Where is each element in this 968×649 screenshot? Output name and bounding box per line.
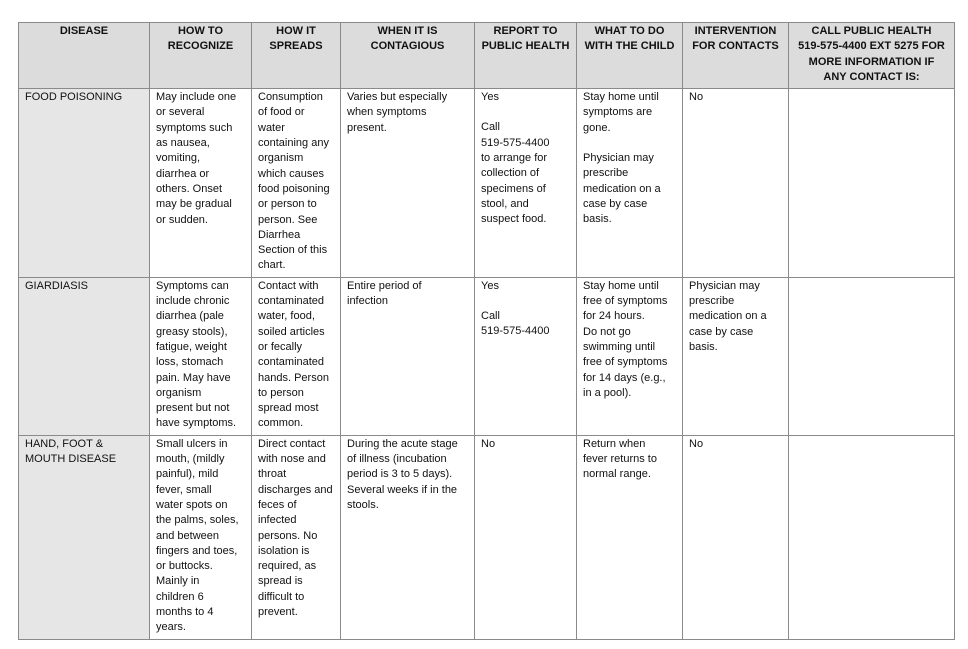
header-when-contagious: WHEN IT IS CONTAGIOUS bbox=[341, 23, 475, 89]
header-row bbox=[19, 23, 955, 89]
table-row bbox=[19, 277, 955, 435]
how-to-recognize-cell: May include one or several symptoms such as nausea, vomiting, diarrhea or others. Onset may be gradual or sudden. bbox=[150, 89, 252, 278]
header-call-public-health: CALL PUBLIC HEALTH 519-575-4400 EXT 5275 FOR MORE INFORMATION IF ANY CONTACT IS: bbox=[789, 23, 955, 89]
when-contagious-cell: Entire period of infection bbox=[341, 277, 475, 435]
intervention-for-contacts-cell: No bbox=[683, 435, 789, 639]
header-intervention-for-contacts: INTERVENTION FOR CONTACTS bbox=[683, 23, 789, 89]
header-how-to-recognize: HOW TO RECOGNIZE bbox=[150, 23, 252, 89]
intervention-for-contacts-cell: No bbox=[683, 89, 789, 278]
how-it-spreads-cell: Consumption of food or water containing any organism which causes food poisoning or person to person. See Diarrhea Section of this chart. bbox=[252, 89, 341, 278]
disease-name-cell: FOOD POISONING bbox=[19, 89, 150, 278]
report-to-public-health-cell: Yes Call 519-575-4400 to arrange for collection of specimens of stool, and suspect food. bbox=[475, 89, 577, 278]
table-row bbox=[19, 89, 955, 278]
what-to-do-with-child-cell: Return when fever returns to normal range. bbox=[577, 435, 683, 639]
how-it-spreads-cell: Contact with contaminated water, food, soiled articles or fecally contaminated hands. Person to person spread most common. bbox=[252, 277, 341, 435]
table-row bbox=[19, 435, 955, 639]
how-to-recognize-cell: Symptoms can include chronic diarrhea (pale greasy stools), fatigue, weight loss, stomach pain. May have organism present but not have symptoms. bbox=[150, 277, 252, 435]
report-to-public-health-cell: No bbox=[475, 435, 577, 639]
how-it-spreads-cell: Direct contact with nose and throat discharges and feces of infected persons. No isolation is required, as spread is difficult to prevent. bbox=[252, 435, 341, 639]
how-to-recognize-cell: Small ulcers in mouth, (mildly painful), mild fever, small water spots on the palms, soles, and between fingers and toes, or buttocks. Mainly in children 6 months to 4 years. bbox=[150, 435, 252, 639]
header-disease: DISEASE bbox=[19, 23, 150, 89]
call-public-health-cell bbox=[789, 435, 955, 639]
header-what-to-do-with-child: WHAT TO DO WITH THE CHILD bbox=[577, 23, 683, 89]
when-contagious-cell: During the acute stage of illness (incubation period is 3 to 5 days). Several weeks if in the stools. bbox=[341, 435, 475, 639]
intervention-for-contacts-cell: Physician may prescribe medication on a case by case basis. bbox=[683, 277, 789, 435]
what-to-do-with-child-cell: Stay home until free of symptoms for 24 hours. Do not go swimming until free of symptoms for 14 days (e.g., in a pool). bbox=[577, 277, 683, 435]
disease-name-cell: GIARDIASIS bbox=[19, 277, 150, 435]
call-public-health-cell bbox=[789, 89, 955, 278]
what-to-do-with-child-cell: Stay home until symptoms are gone. Physician may prescribe medication on a case by case basis. bbox=[577, 89, 683, 278]
header-how-it-spreads: HOW IT SPREADS bbox=[252, 23, 341, 89]
when-contagious-cell: Varies but especially when symptoms present. bbox=[341, 89, 475, 278]
header-report-to-public-health: REPORT TO PUBLIC HEALTH bbox=[475, 23, 577, 89]
communicable-disease-chart bbox=[18, 22, 955, 640]
call-public-health-cell bbox=[789, 277, 955, 435]
report-to-public-health-cell: Yes Call 519-575-4400 bbox=[475, 277, 577, 435]
disease-name-cell: HAND, FOOT & MOUTH DISEASE bbox=[19, 435, 150, 639]
